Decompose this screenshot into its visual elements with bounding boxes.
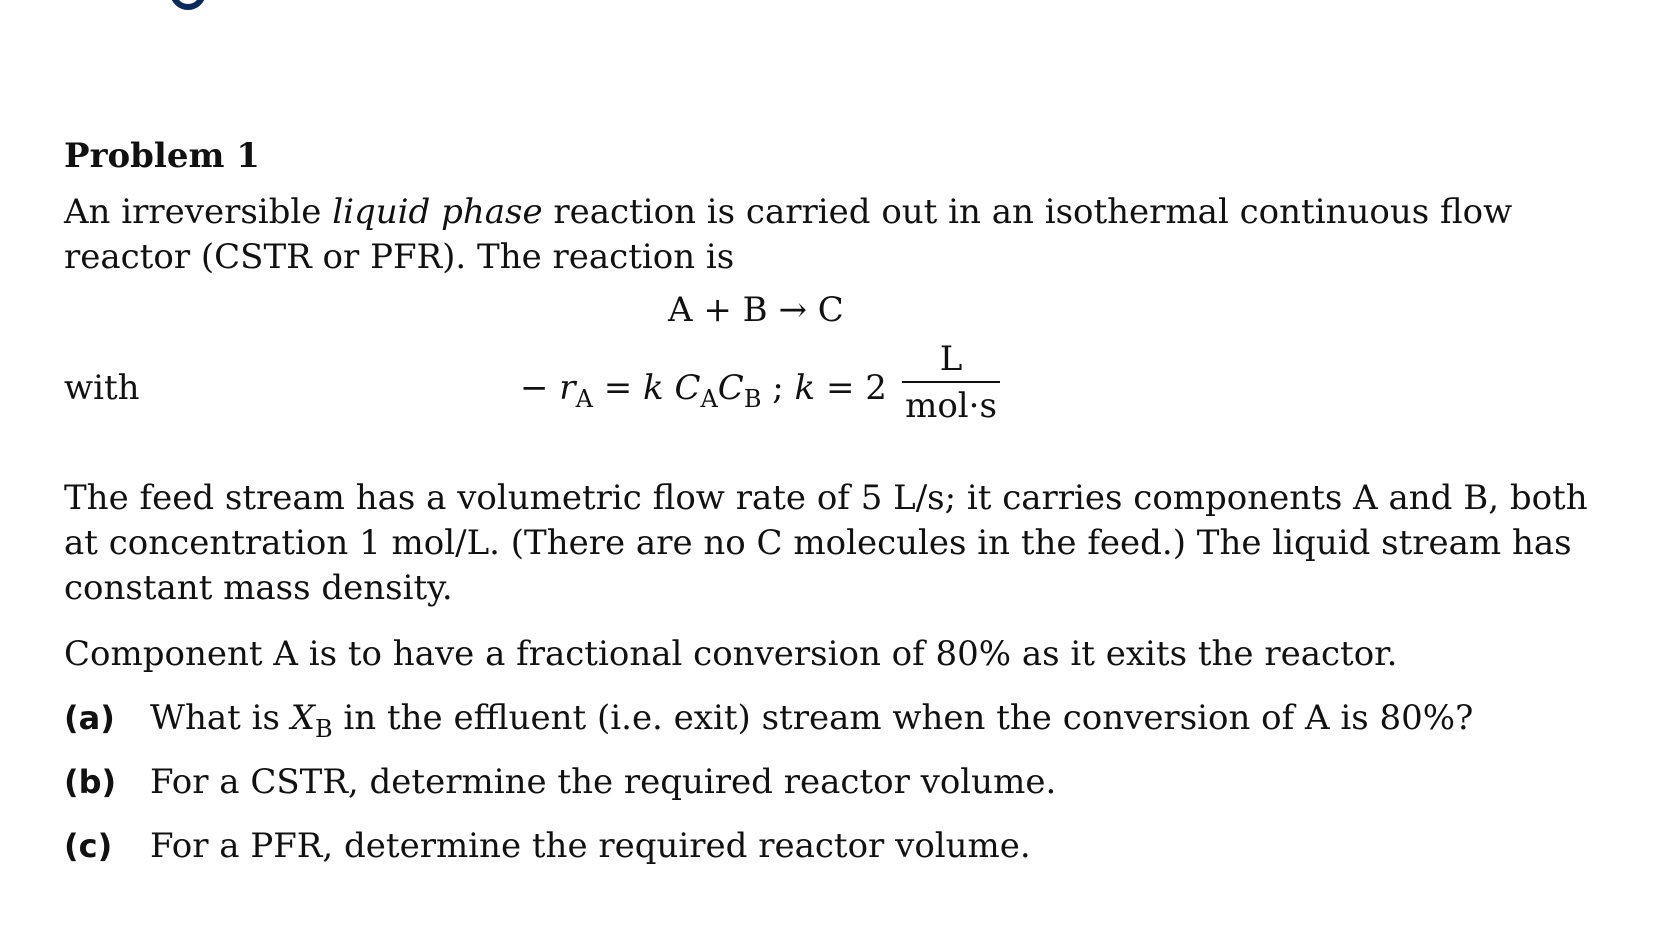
rate-law-equation — [520, 368, 887, 413]
intro-text-before: An irreversible — [64, 192, 333, 232]
part-b-text: For a CSTR, determine the required reactor volume. — [150, 762, 1057, 802]
feed-paragraph: The feed stream has a volumetric flow rate of 5 L/s; it carries components A and B, both at concentration 1 mol/L. (There are no C molecules in the feed.) The liquid stream has constant mass density. — [64, 478, 1588, 608]
part-a-variable: X — [290, 698, 315, 738]
part-a-text-after: in the effluent (i.e. exit) stream when the conversion of A is 80%? — [332, 698, 1474, 738]
rate-minus: − — [520, 368, 560, 408]
logo-fragment-icon — [170, 0, 206, 10]
part-c-text: For a PFR, determine the required reactor volume. — [150, 826, 1031, 866]
part-a-variable-subscript: B — [314, 715, 333, 743]
part-a-text-before: What is — [150, 698, 291, 738]
intro-paragraph — [64, 190, 1624, 280]
unit-numerator: L — [939, 339, 963, 379]
concentration-a-subscript: A — [700, 385, 718, 413]
intro-text-after: reaction is carried out in an isothermal continuous flow reactor (CSTR or PFR). The reaction is — [64, 192, 1513, 277]
intro-emphasis: liquid phase — [332, 192, 543, 232]
rate-subscript: A — [575, 385, 593, 413]
rate-symbol: r — [559, 368, 576, 408]
rate-constant-unit — [902, 340, 1000, 425]
with-label: with — [64, 368, 140, 408]
k-value: = 2 — [815, 368, 887, 408]
part-c-label: (c) — [64, 827, 113, 865]
reaction-equation: A + B → C — [668, 290, 844, 330]
rate-equals: = — [592, 368, 644, 408]
question-part-c — [64, 826, 1031, 866]
concentration-a-symbol: C — [674, 368, 701, 408]
question-part-b — [64, 762, 1056, 802]
rate-separator: ; — [761, 368, 795, 408]
unit-denominator: mol·s — [905, 386, 997, 426]
question-part-a — [64, 698, 1474, 743]
part-a-label: (a) — [64, 699, 115, 737]
k-value-symbol: k — [794, 368, 816, 408]
concentration-b-symbol: C — [717, 368, 744, 408]
conversion-paragraph: Component A is to have a fractional conversion of 80% as it exits the reactor. — [64, 634, 1398, 674]
rate-constant-symbol: k — [643, 368, 664, 408]
problem-title: Problem 1 — [64, 136, 260, 176]
part-b-label: (b) — [64, 763, 117, 801]
concentration-b-subscript: B — [743, 385, 762, 413]
